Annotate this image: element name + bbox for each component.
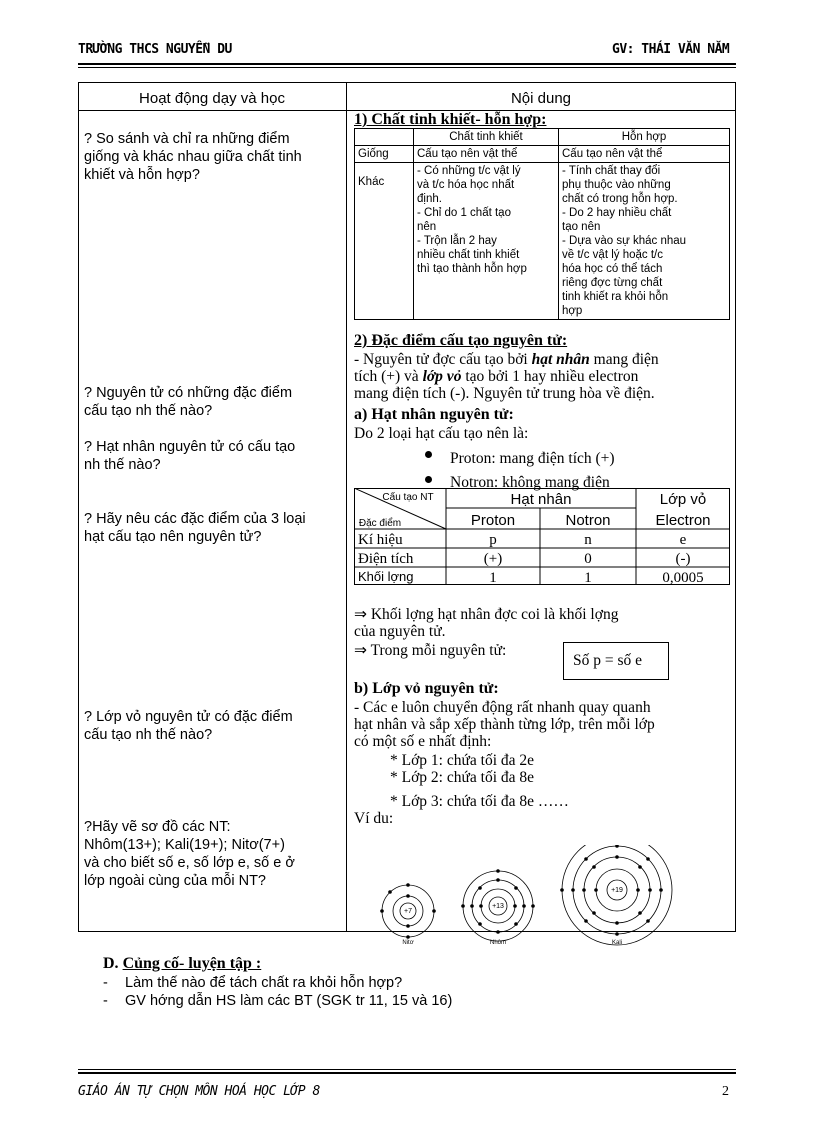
right-column-title: Nội dung xyxy=(510,90,572,107)
footer-rule xyxy=(78,1072,736,1074)
aluminium-label: Nhôm xyxy=(489,940,507,946)
header-rule-thin xyxy=(78,67,736,68)
bullet-dot xyxy=(425,476,432,483)
question-5: ? Lớp vỏ nguyên tử có đặc điểm cấu tạo nh thế nào? xyxy=(84,709,293,743)
same-pure: Cấu tạo nên vật thể xyxy=(414,146,559,163)
school-name: TRƯỜNG THCS NGUYỄN DU xyxy=(78,42,232,57)
row-symbol: Kí hiệu xyxy=(358,532,403,548)
th-proton: Proton xyxy=(470,512,516,529)
each-atom-note: ⇒ Trong mỗi nguyên tử: xyxy=(354,642,507,659)
page-number: 2 xyxy=(722,1084,729,1099)
cell: 0,0005 xyxy=(662,570,704,585)
section-d-title: D. Củng cố- luyện tập : xyxy=(103,955,262,972)
particle-table xyxy=(354,488,730,585)
column-divider xyxy=(346,82,347,932)
cell: (-) xyxy=(675,551,691,567)
aluminium-charge: +13 xyxy=(492,903,504,910)
nitrogen-charge: +7 xyxy=(404,908,412,915)
equation-box xyxy=(563,642,669,680)
th-nucleus: Hạt nhân xyxy=(510,491,572,508)
nucleus-title: a) Hạt nhân nguyên tử: xyxy=(354,406,514,423)
cell: 1 xyxy=(584,570,592,585)
example-label: Ví du: xyxy=(354,810,394,827)
nucleus-text: Do 2 loại hạt cấu tạo nên là: xyxy=(354,425,529,442)
equation-text: Số p = số e xyxy=(573,652,643,669)
layer-1: * Lớp 1: chứa tối đa 2e xyxy=(390,752,535,769)
section-1-title: 1) Chất tinh khiết- hỗn hợp: xyxy=(354,111,547,128)
atom-intro: - Nguyên tử đợc cấu tạo bởi hạt nhân mang điện tích (+) và lớp vỏ tạo bởi 1 hay nhiều electron mang điện tích (-). Nguyên tử trung hòa về điện. xyxy=(354,351,659,402)
th-shell: Lớp vỏ xyxy=(659,491,707,508)
question-3: ? Hạt nhân nguyên tử có cấu tạo nh thế nào? xyxy=(84,439,296,473)
bullet-dot xyxy=(425,451,432,458)
pure-vs-mixture-table xyxy=(354,128,730,320)
cell: (+) xyxy=(483,551,503,567)
th-pure: Chất tinh khiết xyxy=(414,129,559,146)
left-column-title: Hoạt động dạy và học xyxy=(139,90,285,107)
corner-bottom: Đặc điểm xyxy=(358,518,402,529)
bullet-proton: Proton: mang điện tích (+) xyxy=(450,450,615,467)
footer-title: GIÁO ÁN TỰ CHỌN MÔN HOÁ HỌC LỚP 8 xyxy=(78,1084,320,1099)
question-6: ?Hãy vẽ sơ đồ các NT: Nhôm(13+); Kali(19+); Nitơ(7+) và cho biết số e, số lớp e, số e ở lớp ngoài cùng của mỗi NT? xyxy=(84,819,295,889)
diff-mixture: - Tính chất thay đổi phụ thuộc vào những chất có trong hỗn hợp. - Do 2 hay nhiều chất tạo nên - Dựa vào sự khác nhau về t/c vật lý hoặc t/c hóa học có thể tách riêng đợc từng chất tinh khiết ra khỏi hỗn hợp xyxy=(559,163,730,320)
th-notron: Notron xyxy=(565,512,611,529)
atom-diagrams xyxy=(374,845,700,947)
teacher-name: GV: THÁI VĂN NĂM xyxy=(612,42,730,57)
row-label-same: Giống xyxy=(355,146,414,163)
th-mixture: Hỗn hợp xyxy=(559,129,730,146)
cell: p xyxy=(489,532,497,548)
section-d-list: - Làm thế nào để tách chất ra khỏi hỗn hợp? - GV hớng dẫn HS làm các BT (SGK tr 11, 15 và 16) xyxy=(103,975,453,1009)
question-4: ? Hãy nêu các đặc điểm của 3 loại hạt cấu tạo nên nguyên tử? xyxy=(84,511,306,545)
question-1: ? So sánh và chỉ ra những điểm giống và khác nhau giữa chất tinh khiết và hỗn hợp? xyxy=(84,131,302,183)
diff-pure: - Có những t/c vật lý và t/c hóa học nhất định. - Chỉ do 1 chất tạo nên - Trộn lẫn 2 hay nhiều chất tinh khiết thì tạo thành hỗn hợp xyxy=(414,163,559,320)
shell-text: - Các e luôn chuyển động rất nhanh quay quanh hạt nhân và sắp xếp thành từng lớp, trên mỗi lớp có một số e nhất định: xyxy=(354,699,655,750)
mass-note: ⇒ Khối lợng hạt nhân đợc coi là khối lợng của nguyên tử. xyxy=(354,606,619,640)
row-mass: Khối lợng xyxy=(358,569,414,584)
same-mixture: Cấu tạo nên vật thể xyxy=(559,146,730,163)
corner-top: Cấu tạo NT xyxy=(382,492,434,503)
empty-corner xyxy=(355,129,414,146)
question-2: ? Nguyên tử có những đặc điểm cấu tạo nh thế nào? xyxy=(84,385,293,419)
header-rule xyxy=(78,63,736,65)
footer-rule-thin xyxy=(78,1069,736,1070)
layer-2: * Lớp 2: chứa tối đa 8e xyxy=(390,769,535,786)
nitrogen-label: Nitơ xyxy=(402,940,414,946)
th-electron: Electron xyxy=(655,512,711,529)
cell: 1 xyxy=(489,570,497,585)
layer-3: * Lớp 3: chứa tối đa 8e …… xyxy=(390,793,569,810)
cell: e xyxy=(679,532,687,548)
cell: 0 xyxy=(584,551,592,567)
shell-title: b) Lớp vỏ nguyên tử: xyxy=(354,680,499,697)
section-2-title: 2) Đặc điểm cấu tạo nguyên tử: xyxy=(354,332,568,349)
row-charge: Điện tích xyxy=(358,551,414,567)
bullet-notron: Notron: không mang điện xyxy=(450,474,610,491)
row-label-diff: Khác xyxy=(355,163,414,320)
potassium-charge: +19 xyxy=(611,887,623,894)
potassium-label: Kali xyxy=(611,940,623,946)
cell: n xyxy=(584,532,592,548)
